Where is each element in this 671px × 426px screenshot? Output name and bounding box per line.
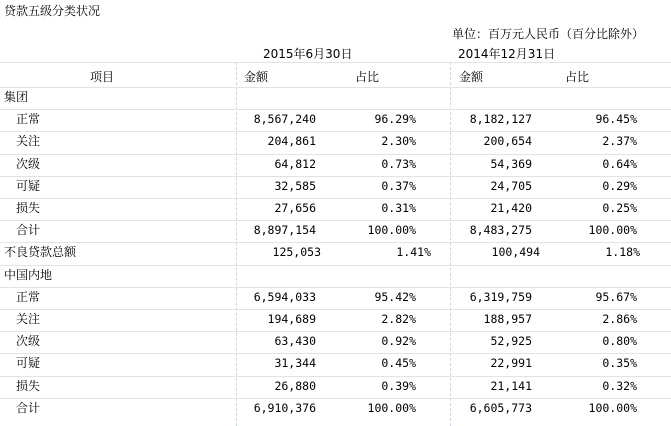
amount-cell: 194,689 — [267, 312, 316, 326]
amount-cell: 54,369 — [490, 157, 532, 171]
summary-label: 不良贷款总额 — [4, 245, 77, 259]
row-label: 可疑 — [16, 179, 41, 193]
amount-cell: 21,420 — [490, 201, 532, 215]
row-label: 损失 — [16, 201, 41, 215]
row-divider — [0, 242, 671, 243]
amount-cell: 100,494 — [491, 245, 540, 259]
share-cell: 2.82% — [381, 312, 416, 326]
header-share-2015: 占比 — [355, 70, 380, 84]
amount-cell: 6,594,033 — [253, 290, 316, 304]
period-2014-12-31: 2014年12月31日 — [458, 47, 556, 61]
share-cell: 96.45% — [595, 112, 637, 126]
column-divider — [450, 62, 451, 426]
amount-cell: 52,925 — [490, 334, 532, 348]
header-share-2014: 占比 — [565, 70, 590, 84]
amount-cell: 8,182,127 — [469, 112, 532, 126]
row-divider — [0, 220, 671, 221]
share-cell: 95.67% — [595, 290, 637, 304]
amount-cell: 26,880 — [274, 379, 316, 393]
share-cell: 2.37% — [602, 134, 637, 148]
row-label: 正常 — [16, 112, 41, 126]
row-label: 次级 — [16, 334, 41, 348]
row-divider — [0, 353, 671, 354]
row-label: 关注 — [16, 134, 41, 148]
share-cell: 0.31% — [381, 201, 416, 215]
share-cell: 100.00% — [367, 401, 416, 415]
row-divider — [0, 198, 671, 199]
table-title: 贷款五级分类状况 — [4, 4, 101, 18]
amount-cell: 6,605,773 — [469, 401, 532, 415]
row-divider — [0, 398, 671, 399]
row-label: 合计 — [16, 401, 41, 415]
row-label: 次级 — [16, 157, 41, 171]
row-label: 关注 — [16, 312, 41, 326]
share-cell: 1.18% — [605, 245, 640, 259]
share-cell: 95.42% — [374, 290, 416, 304]
amount-cell: 6,319,759 — [469, 290, 532, 304]
row-divider — [0, 287, 671, 288]
row-divider — [0, 109, 671, 110]
row-label: 损失 — [16, 379, 41, 393]
row-divider — [0, 176, 671, 177]
row-label: 合计 — [16, 223, 41, 237]
row-divider — [0, 309, 671, 310]
share-cell: 96.29% — [374, 112, 416, 126]
amount-cell: 6,910,376 — [253, 401, 316, 415]
amount-cell: 8,483,275 — [469, 223, 532, 237]
section-label: 集团 — [4, 90, 29, 104]
unit-note: 单位：百万元人民币（百分比除外） — [451, 27, 644, 41]
row-divider — [0, 154, 671, 155]
amount-cell: 8,897,154 — [253, 223, 316, 237]
row-divider — [0, 131, 671, 132]
amount-cell: 21,141 — [490, 379, 532, 393]
share-cell: 0.35% — [602, 356, 637, 370]
amount-cell: 8,567,240 — [253, 112, 316, 126]
row-divider — [0, 87, 671, 88]
share-cell: 0.92% — [381, 334, 416, 348]
amount-cell: 125,053 — [272, 245, 321, 259]
share-cell: 0.39% — [381, 379, 416, 393]
column-divider — [236, 62, 237, 426]
header-amount-2015: 金额 — [244, 70, 269, 84]
amount-cell: 27,656 — [274, 201, 316, 215]
amount-cell: 24,705 — [490, 179, 532, 193]
share-cell: 100.00% — [588, 401, 637, 415]
row-label: 正常 — [16, 290, 41, 304]
share-cell: 0.32% — [602, 379, 637, 393]
row-divider — [0, 265, 671, 266]
amount-cell: 22,991 — [490, 356, 532, 370]
share-cell: 100.00% — [588, 223, 637, 237]
amount-cell: 63,430 — [274, 334, 316, 348]
section-label: 中国内地 — [4, 268, 53, 282]
share-cell: 0.64% — [602, 157, 637, 171]
amount-cell: 31,344 — [274, 356, 316, 370]
row-label: 可疑 — [16, 356, 41, 370]
share-cell: 0.45% — [381, 356, 416, 370]
amount-cell: 188,957 — [483, 312, 532, 326]
share-cell: 1.41% — [396, 245, 431, 259]
share-cell: 100.00% — [367, 223, 416, 237]
amount-cell: 204,861 — [267, 134, 316, 148]
share-cell: 2.86% — [602, 312, 637, 326]
row-divider — [0, 331, 671, 332]
share-cell: 0.25% — [602, 201, 637, 215]
amount-cell: 32,585 — [274, 179, 316, 193]
share-cell: 0.37% — [381, 179, 416, 193]
share-cell: 2.30% — [381, 134, 416, 148]
header-amount-2014: 金额 — [459, 70, 484, 84]
period-2015-06-30: 2015年6月30日 — [263, 47, 353, 61]
amount-cell: 200,654 — [483, 134, 532, 148]
header-divider — [0, 62, 671, 63]
amount-cell: 64,812 — [274, 157, 316, 171]
header-item: 项目 — [90, 70, 115, 84]
share-cell: 0.80% — [602, 334, 637, 348]
share-cell: 0.29% — [602, 179, 637, 193]
share-cell: 0.73% — [381, 157, 416, 171]
row-divider — [0, 376, 671, 377]
